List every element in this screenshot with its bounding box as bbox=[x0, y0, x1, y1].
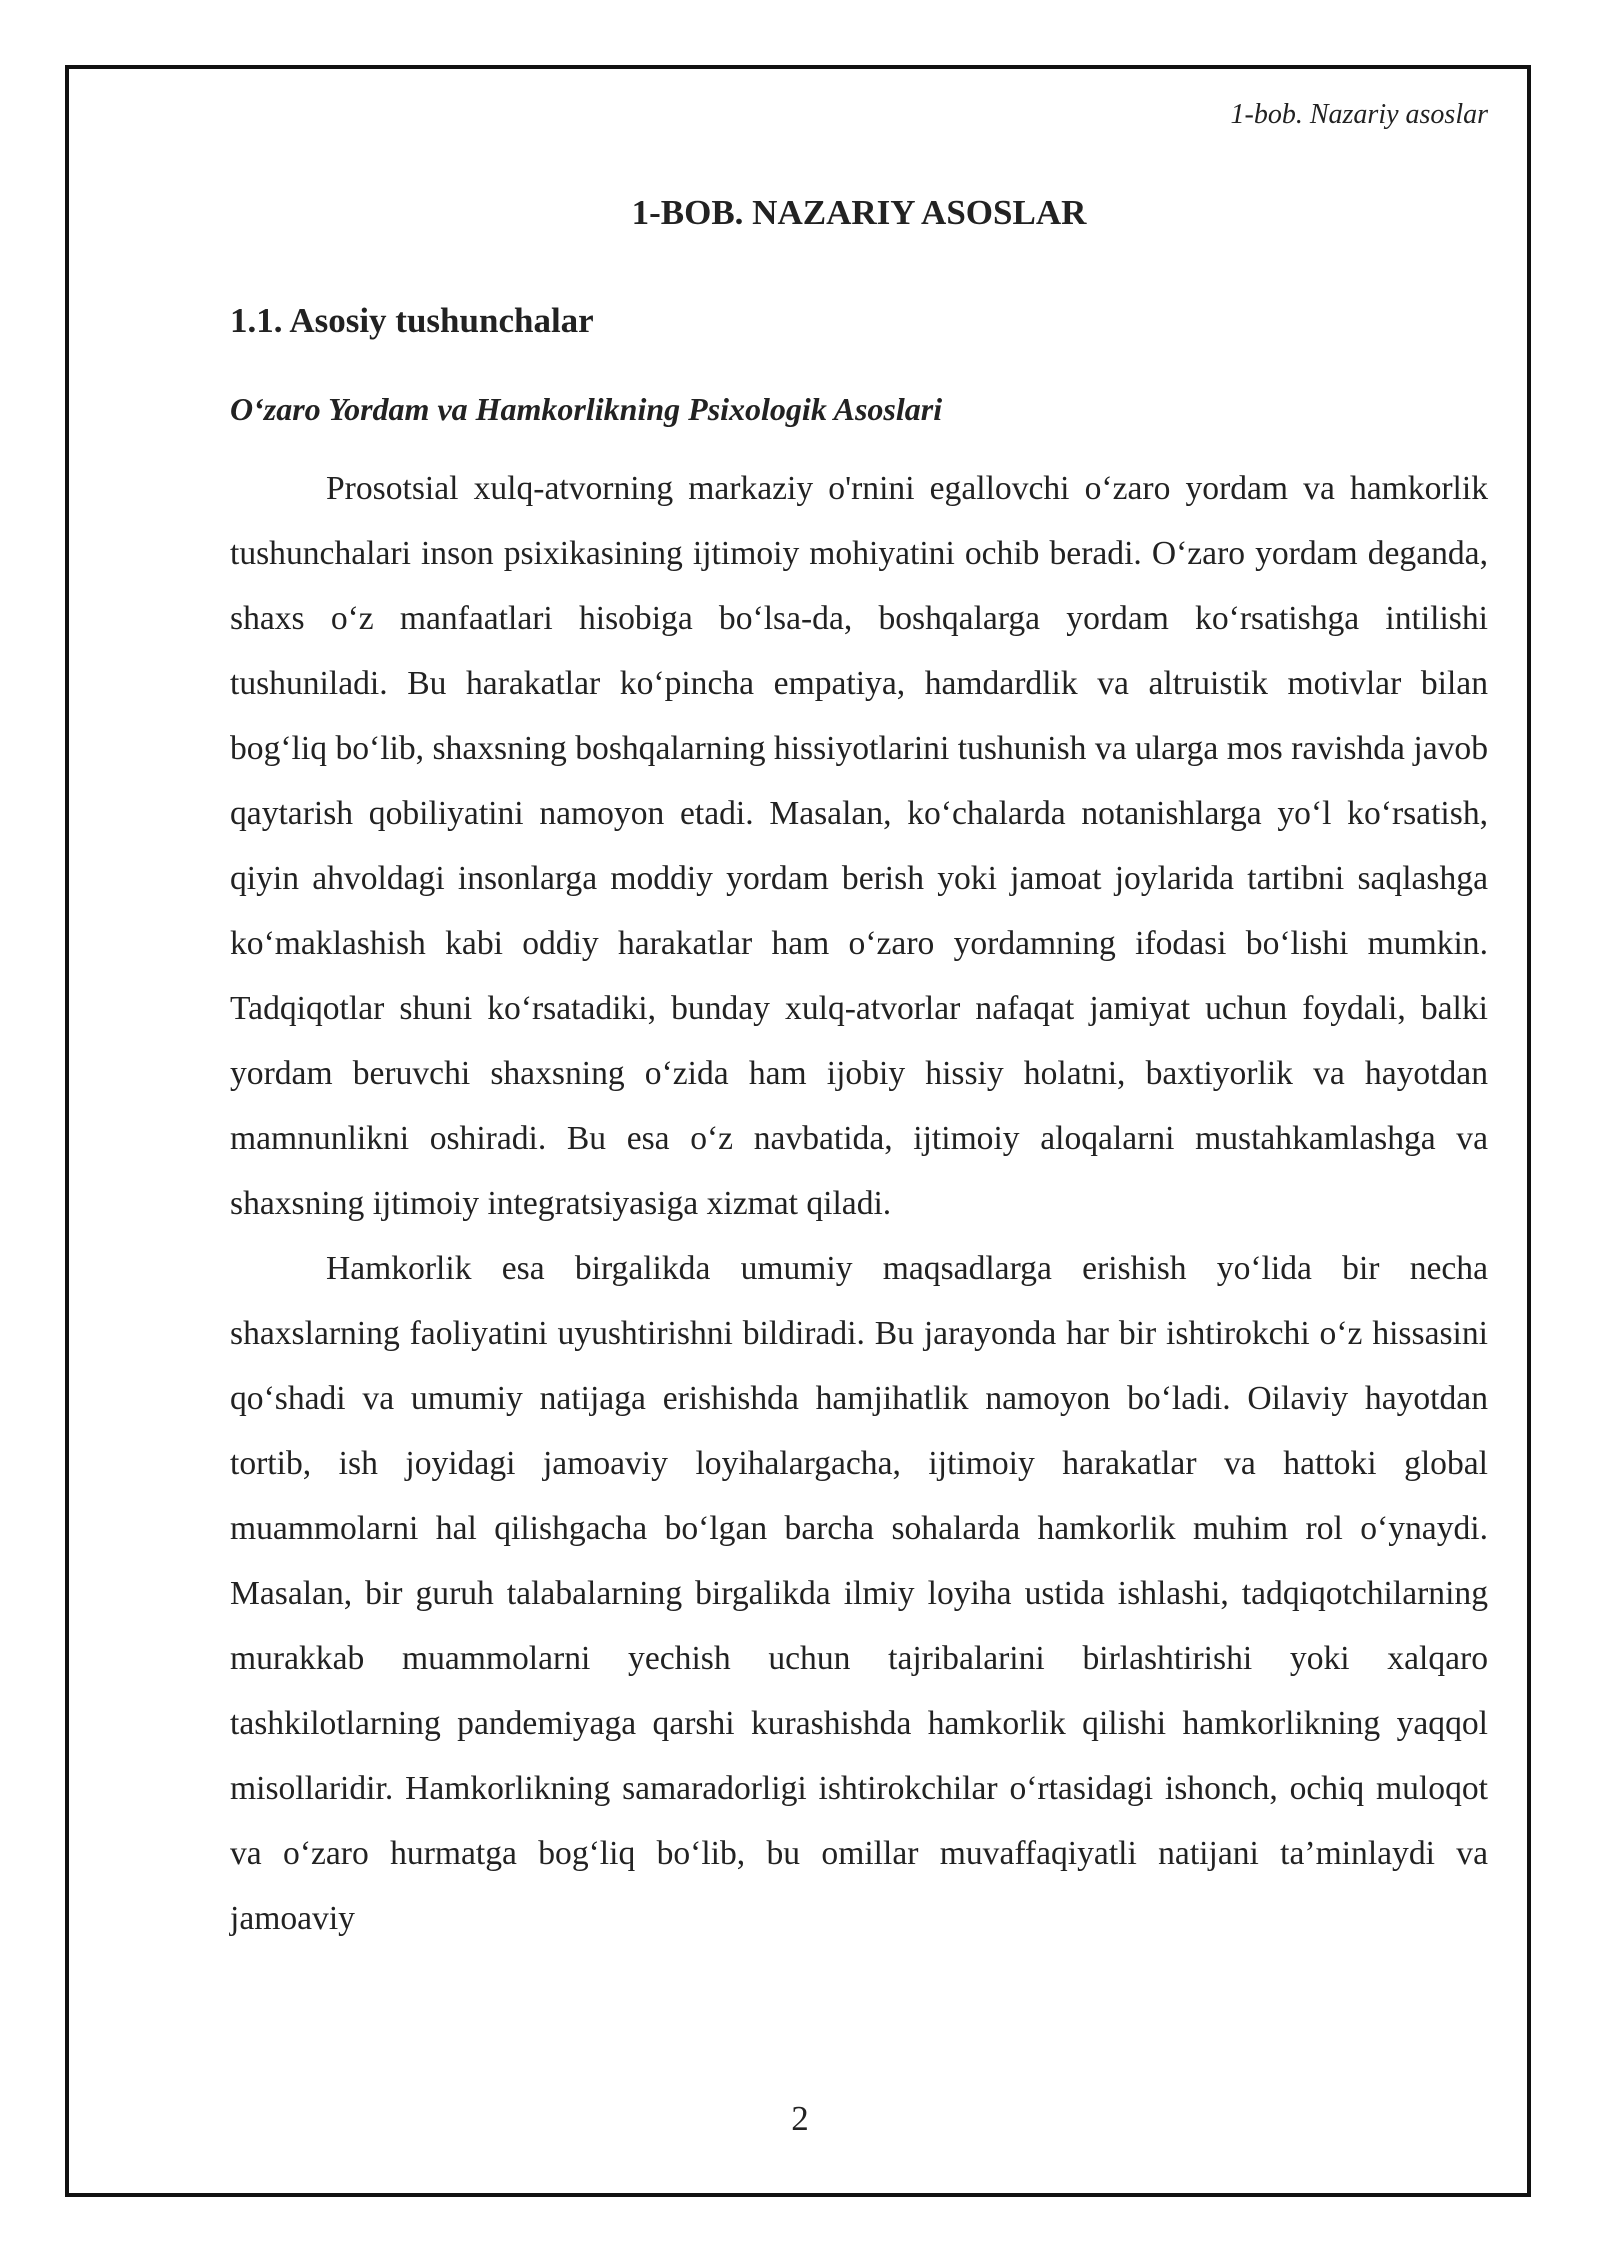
page-number: 2 bbox=[791, 2099, 809, 2138]
subsection-title: O‘zaro Yordam va Hamkorlikning Psixologik Asoslari bbox=[230, 391, 943, 427]
body-paragraph: Hamkorlik esa birgalikda umumiy maqsadlarga erishish yo‘lida bir necha shaxslarning faoliyatini uyushtirishni bildiradi. Bu jarayonda har bir ishtirokchi o‘z hissasini qo‘shadi va umumiy natijaga erishishda hamjihatlik namoyon bo‘ladi. Oilaviy hayotdan tortib, ish joyidagi jamoaviy loyihalargacha, ijtimoiy harakatlar va hattoki global muammolarni hal qilishgacha bo‘lgan barcha sohalarda hamkorlik muhim rol o‘ynaydi. Masalan, bir guruh talabalarning birgalikda ilmiy loyiha ustida ishlashi, tadqiqotchilarning murakkab muammolarni yechish uchun tajribalarini birlashtirishi yoki xalqaro tashkilotlarning pandemiyaga qarshi kurashishda hamkorlik qilishi hamkorlikning yaqqol misollaridir. Hamkorlikning samaradorligi ishtirokchilar o‘rtasidagi ishonch, ochiq muloqot va o‘zaro hurmatga bog‘liq bo‘lib, bu omillar muvaffaqiyatli natijani ta’minlaydi va jamoaviy bbox=[230, 1250, 1488, 1937]
running-header: 1-bob. Nazariy asoslar bbox=[1230, 99, 1488, 130]
section-title: 1.1. Asosiy tushunchalar bbox=[230, 301, 594, 340]
body-paragraph: Prosotsial xulq-atvorning markaziy o'rnini egallovchi o‘zaro yordam va hamkorlik tushunchalari inson psixikasining ijtimoiy mohiyatini ochib beradi. O‘zaro yordam deganda, shaxs o‘z manfaatlari hisobiga bo‘lsa-da, boshqalarga yordam ko‘rsatishga intilishi tushuniladi. Bu harakatlar ko‘pincha empatiya, hamdardlik va altruistik motivlar bilan bog‘liq bo‘lib, shaxsning boshqalarning hissiyotlarini tushunish va ularga mos ravishda javob qaytarish qobiliyatini namoyon etadi. Masalan, ko‘chalarda notanishlarga yo‘l ko‘rsatish, qiyin ahvoldagi insonlarga moddiy yordam berish yoki jamoat joylarida tartibni saqlashga ko‘maklashish kabi oddiy harakatlar ham o‘zaro yordamning ifodasi bo‘lishi mumkin. Tadqiqotlar shuni ko‘rsatadiki, bunday xulq-atvorlar nafaqat jamiyat uchun foydali, balki yordam beruvchi shaxsning o‘zida ham ijobiy hissiy holatni, baxtiyorlik va hayotdan mamnunlikni oshiradi. Bu esa o‘z navbatida, ijtimoiy aloqalarni mustahkamlashga va shaxsning ijtimoiy integratsiyasiga xizmat qiladi. bbox=[230, 470, 1488, 1222]
chapter-title: 1-BOB. NAZARIY ASOSLAR bbox=[631, 193, 1087, 232]
page-content bbox=[230, 92, 1488, 1951]
